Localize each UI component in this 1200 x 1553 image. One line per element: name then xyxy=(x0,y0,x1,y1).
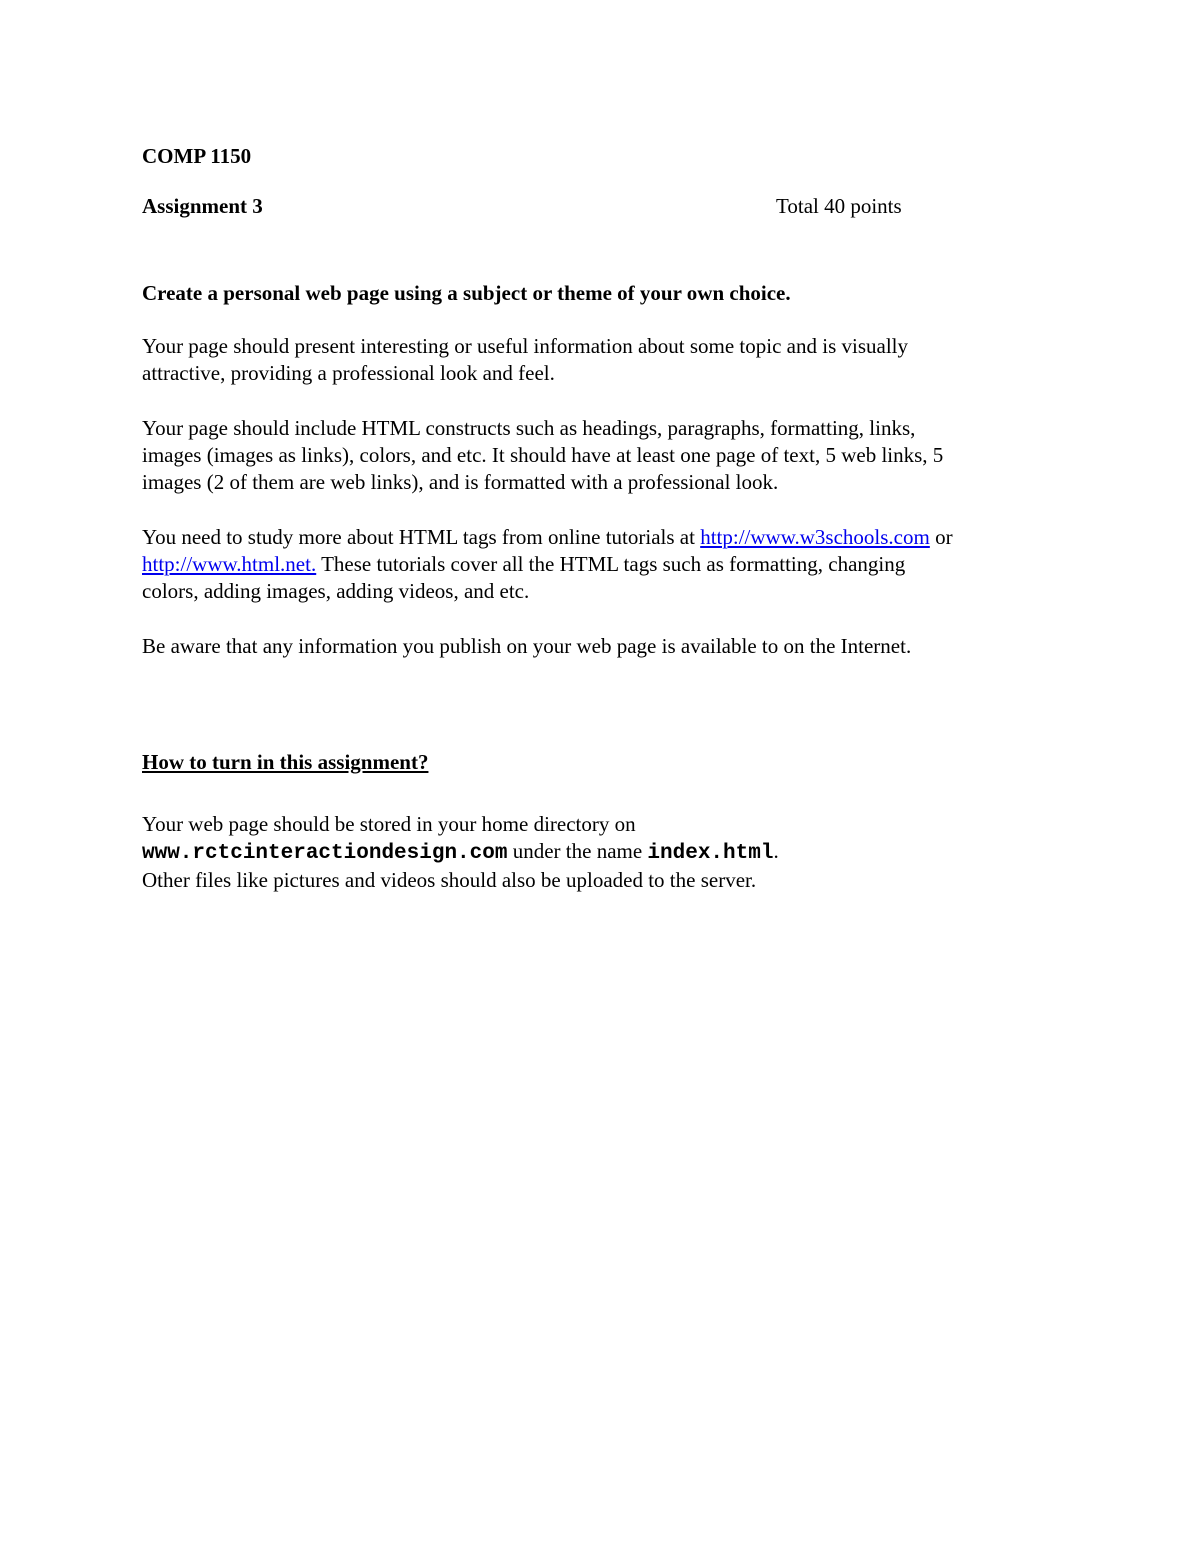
paragraph-2-line-1: Your page should include HTML constructs such as headings, paragraphs, formatting, links, xyxy=(142,416,916,440)
w3schools-link[interactable]: http://www.w3schools.com xyxy=(700,525,930,549)
paragraph-1-line-2: attractive, providing a professional look and feel. xyxy=(142,361,555,385)
course-code: COMP 1150 xyxy=(142,144,252,168)
assignment-title: Assignment 3 xyxy=(142,194,263,218)
turn-in-line-3: Other files like pictures and videos should also be uploaded to the server. xyxy=(142,868,757,892)
paragraph-3-line-2 xyxy=(142,551,905,578)
paragraph-3-line-1 xyxy=(142,524,953,551)
turn-in-line-1: Your web page should be stored in your home directory on xyxy=(142,812,636,836)
paragraph-1-line-1: Your page should present interesting or useful information about some topic and is visually xyxy=(142,334,908,358)
turn-in-period: . xyxy=(773,839,779,863)
turn-in-line-2 xyxy=(142,838,779,867)
paragraph-3-tutorials: These tutorials cover all the HTML tags such as formatting, changing xyxy=(316,552,906,576)
paragraph-4-line-1: Be aware that any information you publish on your web page is available to on the Internet. xyxy=(142,634,912,658)
paragraph-3-line-3: colors, adding images, adding videos, and etc. xyxy=(142,579,530,603)
task-heading: Create a personal web page using a subject or theme of your own choice. xyxy=(142,281,791,305)
turn-in-name-text: under the name xyxy=(507,839,648,863)
paragraph-3-or: or xyxy=(929,525,953,549)
server-address: www.rctcinteractiondesign.com xyxy=(142,842,508,865)
turn-in-heading: How to turn in this assignment? xyxy=(142,750,429,774)
html-net-link[interactable]: http://www.html.net. xyxy=(142,552,317,576)
paragraph-2-line-3: images (2 of them are web links), and is formatted with a professional look. xyxy=(142,470,779,494)
paragraph-3-intro: You need to study more about HTML tags from online tutorials at xyxy=(142,525,701,549)
total-points: Total 40 points xyxy=(776,194,902,218)
index-filename: index.html xyxy=(647,842,774,865)
paragraph-2-line-2: images (images as links), colors, and etc. It should have at least one page of text, 5 web links, 5 xyxy=(142,443,944,467)
